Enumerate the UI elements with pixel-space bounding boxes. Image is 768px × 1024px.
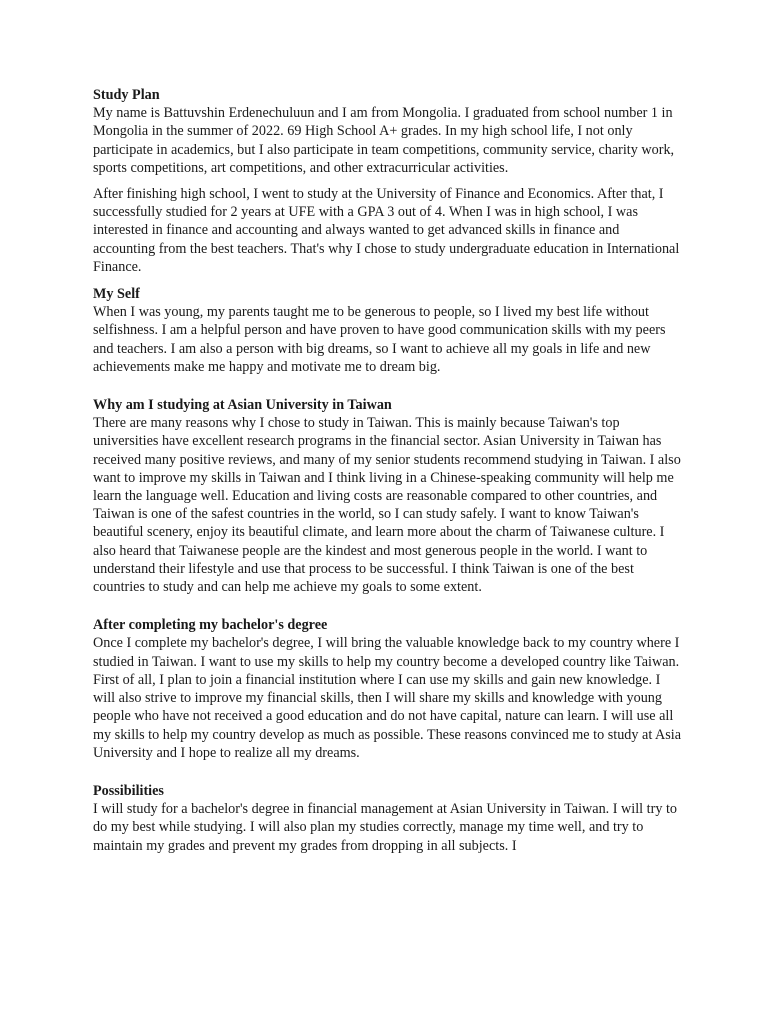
paragraph-why-taiwan: There are many reasons why I chose to study in Taiwan. This is mainly because Taiwan's top universities have excellent research programs in the financial sector. Asian University in Taiwan has received many positive reviews, and many of my senior students recommend studying in Taiwan. I also want to improve my skills in Taiwan and I think living in a Chinese-speaking community will help me learn the language well. Education and living costs are reasonable compared to other countries, and Taiwan is one of the safest countries in the world, so I can study safely. I want to know Taiwan's beautiful scenery, enjoy its beautiful climate, and learn more about the charm of Taiwanese culture. I also heard that Taiwanese people are the kindest and most generous people in the world. I want to understand their lifestyle and use that process to be successful. I think Taiwan is one of the best countries to study and can help me achieve my goals to some extent. bbox=[93, 415, 681, 596]
heading-after-bachelor: After completing my bachelor's degree bbox=[93, 617, 328, 634]
heading-possibilities: Possibilities bbox=[93, 782, 164, 799]
document-body bbox=[93, 86, 683, 855]
paragraph-my-self: When I was young, my parents taught me to be generous to people, so I lived my best life without selfishness. I am a helpful person and have proven to have good communication skills with my peers and teachers. I am also a person with big dreams, so I want to achieve all my goals in life and new achievements make me happy and motivate me to dream big. bbox=[93, 304, 666, 375]
paragraph-possibilities: I will study for a bachelor's degree in financial management at Asian University in Taiwan. I will try to do my best while studying. I will also plan my studies correctly, manage my time well, and try to maintain my grades and prevent my grades from dropping in all subjects. I bbox=[93, 801, 678, 854]
paragraph-study-plan-2: After finishing high school, I went to study at the University of Finance and Economics. After that, I successfully studied for 2 years at UFE with a GPA 3 out of 4. When I was in high school, I was interested in finance and accounting and always wanted to get advanced skills in finance and accounting from the best teachers. That's why I chose to study undergraduate education in International Finance. bbox=[93, 186, 680, 275]
paragraph-after-bachelor: Once I complete my bachelor's degree, I will bring the valuable knowledge back to my country where I studied in Taiwan. I want to use my skills to help my country become a developed country like Taiwan. First of all, I plan to join a financial institution where I can use my skills and gain new knowledge. I will also strive to improve my financial skills, then I will share my skills and knowledge with young people who have not received a good education and do not have capital, nature can learn. I will use all my skills to help my country develop as much as possible. These reasons convinced me to study at Asia University and I hope to realize all my dreams. bbox=[93, 635, 682, 761]
paragraph-study-plan-1: My name is Battuvshin Erdenechuluun and I am from Mongolia. I graduated from school number 1 in Mongolia in the summer of 2022. 69 High School A+ grades. In my high school life, I not only participate in academics, but I also participate in team competitions, community service, charity work, sports competitions, art competitions, and other extracurricular activities. bbox=[93, 105, 675, 176]
heading-study-plan: Study Plan bbox=[93, 87, 160, 103]
heading-why-taiwan: Why am I studying at Asian University in Taiwan bbox=[93, 397, 392, 414]
heading-my-self: My Self bbox=[93, 286, 140, 303]
